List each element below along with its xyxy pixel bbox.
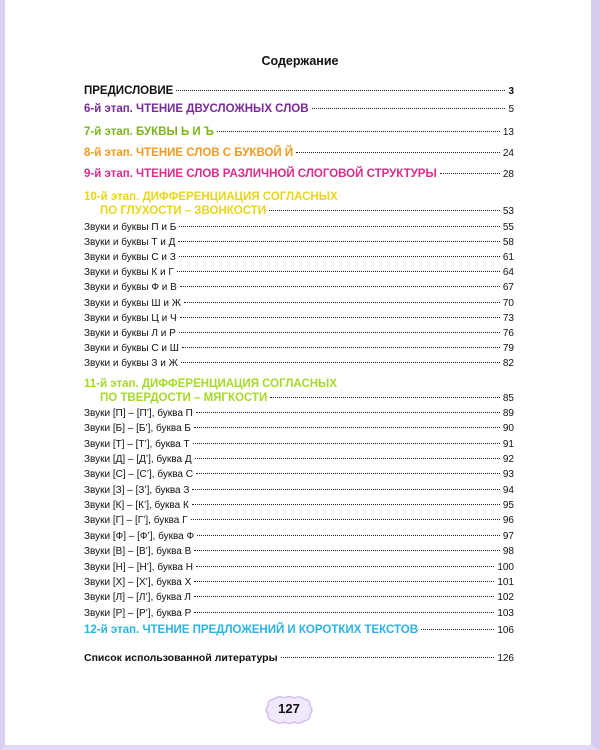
toc-subentry[interactable] xyxy=(84,406,514,421)
toc-label: Звуки и буквы З и Ж xyxy=(84,357,178,369)
toc-label: Звуки и буквы К и Г xyxy=(84,267,174,279)
toc-page: 85 xyxy=(502,393,514,404)
leader-dots xyxy=(195,458,500,459)
toc-subentry[interactable] xyxy=(84,437,514,452)
leader-dots xyxy=(269,210,500,211)
leader-dots xyxy=(177,271,500,272)
toc-page: 92 xyxy=(502,454,514,466)
toc-label: Звуки и буквы Ц и Ч xyxy=(84,312,177,324)
toc-label: Звуки и буквы Ф и В xyxy=(84,282,177,294)
toc-label: 6-й этап. ЧТЕНИЕ ДВУСЛОЖНЫХ СЛОВ xyxy=(84,103,309,115)
toc-page: 3 xyxy=(508,86,514,97)
toc-page: 58 xyxy=(502,237,514,249)
toc-subentry[interactable] xyxy=(84,606,514,621)
toc-subentry[interactable] xyxy=(84,311,514,326)
leader-dots xyxy=(194,596,494,597)
toc-subentry[interactable] xyxy=(84,341,514,356)
leader-dots xyxy=(181,362,500,363)
toc-subentry[interactable] xyxy=(84,452,514,467)
toc-subentry[interactable] xyxy=(84,575,514,590)
toc-subentry[interactable] xyxy=(84,529,514,544)
toc-page: 53 xyxy=(502,206,514,217)
leader-dots xyxy=(182,347,500,348)
toc-label: Звуки и буквы Л и Р xyxy=(84,327,176,339)
toc-label: Звуки [К] – [К’], буква К xyxy=(84,500,189,512)
toc-entry-stage-12[interactable] xyxy=(84,623,514,638)
toc-subentry[interactable] xyxy=(84,498,514,513)
toc-page: 64 xyxy=(502,267,514,279)
leader-dots xyxy=(217,131,500,132)
toc-page: 103 xyxy=(497,607,514,619)
toc-label: Звуки [Б] – [Б’], буква Б xyxy=(84,423,191,435)
toc-page: 67 xyxy=(502,282,514,294)
toc-page: 95 xyxy=(502,500,514,512)
page-number: 127 xyxy=(278,701,300,716)
toc-subentry[interactable] xyxy=(84,467,514,482)
toc-subentry[interactable] xyxy=(84,356,514,371)
toc-page: 13 xyxy=(502,127,514,138)
toc-page: 24 xyxy=(502,148,514,159)
toc-page: 94 xyxy=(502,484,514,496)
leader-dots xyxy=(281,657,495,658)
toc-label: Звуки и буквы П и Б xyxy=(84,222,177,233)
toc-page: 82 xyxy=(502,357,514,369)
toc-subentry[interactable] xyxy=(84,326,514,341)
toc-label: ПО ГЛУХОСТИ – ЗВОНКОСТИ xyxy=(100,205,267,217)
toc-entry-stage-9[interactable] xyxy=(84,167,514,182)
toc-entry-preface[interactable] xyxy=(84,84,514,99)
toc-subentry[interactable] xyxy=(84,590,514,605)
toc-label: 12-й этап. ЧТЕНИЕ ПРЕДЛОЖЕНИЙ И КОРОТКИХ ТЕКСТОВ xyxy=(84,624,419,636)
leader-dots xyxy=(312,108,506,109)
toc-label: Звуки [Т] – [Т’], буква Т xyxy=(84,438,190,450)
toc-entry-stage-11[interactable] xyxy=(100,391,514,406)
leader-dots xyxy=(196,473,500,474)
leader-dots xyxy=(179,226,500,227)
leader-dots xyxy=(179,332,500,333)
toc-subentry[interactable] xyxy=(84,220,514,235)
leader-dots xyxy=(421,629,494,630)
toc-label: Звуки [В] – [В’], буква В xyxy=(84,546,192,558)
toc-page: 91 xyxy=(502,438,514,450)
toc-page: 89 xyxy=(502,408,514,419)
toc-label: 9-й этап. ЧТЕНИЕ СЛОВ РАЗЛИЧНОЙ СЛОГОВОЙ СТРУКТУРЫ xyxy=(84,168,437,180)
toc-subentry[interactable] xyxy=(84,250,514,265)
toc-label: 8-й этап. ЧТЕНИЕ СЛОВ С БУКВОЙ Й xyxy=(84,147,294,159)
toc-entry-stage-6[interactable] xyxy=(84,102,514,117)
toc-page: 101 xyxy=(497,576,514,588)
toc-page: 76 xyxy=(502,327,514,339)
toc-page: 79 xyxy=(502,342,514,354)
leader-dots xyxy=(193,443,500,444)
page-title: Содержание xyxy=(261,54,339,68)
toc-page: 126 xyxy=(497,653,514,664)
toc-page: 93 xyxy=(502,469,514,481)
toc-label: ПРЕДИСЛОВИЕ xyxy=(84,85,174,97)
toc-entry-stage-8[interactable] xyxy=(84,146,514,161)
leader-dots xyxy=(192,504,500,505)
toc-page: 100 xyxy=(497,561,514,573)
page-number-badge xyxy=(264,695,314,725)
leader-dots xyxy=(196,566,494,567)
toc-label: Звуки и буквы Ш и Ж xyxy=(84,297,181,309)
toc-stage-10-line1[interactable]: 10-й этап. ДИФФЕРЕНЦИАЦИЯ СОГЛАСНЫХ xyxy=(84,191,338,203)
leader-dots xyxy=(197,535,500,536)
toc-page: 98 xyxy=(502,546,514,558)
leader-dots xyxy=(194,427,500,428)
toc-subentry[interactable] xyxy=(84,265,514,280)
toc-subentry[interactable] xyxy=(84,544,514,559)
toc-label: Звуки [Ф] – [Ф’], буква Ф xyxy=(84,530,195,542)
toc-page: 70 xyxy=(502,297,514,309)
toc-subentry[interactable] xyxy=(84,280,514,295)
leader-dots xyxy=(296,152,500,153)
toc-entry-stage-10[interactable] xyxy=(100,204,514,219)
leader-dots xyxy=(440,173,500,174)
toc-label: Звуки [З] – [З’], буква З xyxy=(84,484,190,496)
toc-label: Звуки и буквы С и Ш xyxy=(84,342,179,354)
toc-subentry[interactable] xyxy=(84,560,514,575)
toc-label: Список использованной литературы xyxy=(84,652,278,664)
leader-dots xyxy=(176,90,505,91)
leader-dots xyxy=(178,241,499,242)
toc-page: 106 xyxy=(497,625,514,636)
leader-dots xyxy=(191,519,500,520)
toc-label: Звуки [Л] – [Л’], буква Л xyxy=(84,592,191,604)
toc-label: Звуки и буквы С и З xyxy=(84,252,176,264)
leader-dots xyxy=(180,286,500,287)
toc-page: 55 xyxy=(502,222,514,233)
leader-dots xyxy=(194,550,500,551)
toc-label: Звуки [П] – [П’], буква П xyxy=(84,408,193,419)
toc-label: Звуки [Д] – [Д’], буква Д xyxy=(84,454,192,466)
toc-label: Звуки [Р] – [Р’], буква Р xyxy=(84,607,192,619)
toc-page: 5 xyxy=(508,104,514,115)
toc-subentry[interactable] xyxy=(84,421,514,436)
toc-entry-stage-7[interactable] xyxy=(84,125,514,140)
toc-label: 7-й этап. БУКВЫ Ь И Ъ xyxy=(84,126,214,138)
toc-page: 97 xyxy=(502,530,514,542)
leader-dots xyxy=(184,302,500,303)
leader-dots xyxy=(180,317,500,318)
toc-subentry[interactable] xyxy=(84,296,514,311)
toc-subentry[interactable] xyxy=(84,235,514,250)
toc-entry-literature[interactable] xyxy=(84,651,514,666)
toc-label: Звуки [Х] – [Х’], буква Х xyxy=(84,576,192,588)
toc-label: Звуки и буквы Т и Д xyxy=(84,237,176,249)
toc-label: Звуки [С] – [С’], буква С xyxy=(84,469,193,481)
leader-dots xyxy=(194,581,494,582)
toc-label: ПО ТВЕРДОСТИ – МЯГКОСТИ xyxy=(100,392,268,404)
toc-page: 96 xyxy=(502,515,514,527)
leader-dots xyxy=(179,256,500,257)
leader-dots xyxy=(196,412,500,413)
toc-page: 90 xyxy=(502,423,514,435)
toc-label: Звуки [Г] – [Г’], буква Г xyxy=(84,515,188,527)
toc-subentry[interactable] xyxy=(84,483,514,498)
leader-dots xyxy=(192,489,499,490)
toc-subentry[interactable] xyxy=(84,513,514,528)
toc-page: 73 xyxy=(502,312,514,324)
leader-dots xyxy=(194,612,494,613)
toc-stage-11-line1[interactable]: 11-й этап. ДИФФЕРЕНЦИАЦИЯ СОГЛАСНЫХ xyxy=(84,378,337,390)
toc-page: 102 xyxy=(497,592,514,604)
toc-label: Звуки [Н] – [Н’], буква Н xyxy=(84,561,193,573)
toc-page: 28 xyxy=(502,169,514,180)
toc-page: 61 xyxy=(502,252,514,264)
leader-dots xyxy=(270,397,500,398)
